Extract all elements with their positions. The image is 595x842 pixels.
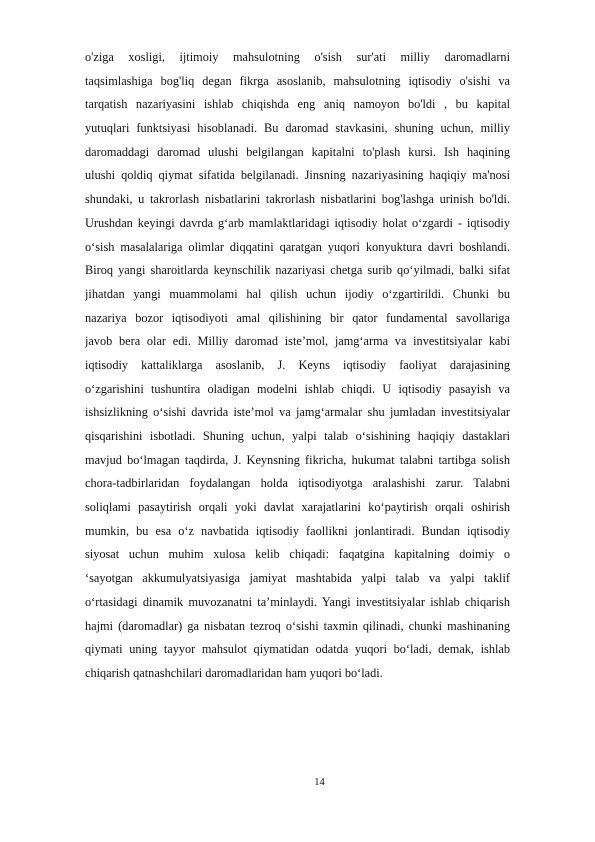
text-line: chora-tadbirlaridan foydalangan holda iqtisodiyotga aralashishi zarur. Talabni bbox=[85, 476, 510, 491]
text-line: soliqlami pasaytirish orqali yoki davlat xarajatlarini ko‘paytirish orqali oshirish bbox=[85, 500, 510, 515]
text-line: iqtisodiy kattaliklarga asoslanib, J. Keyns iqtisodiy faoliyat darajasining bbox=[85, 357, 510, 372]
text-line: Urushdan keyingi davrda g‘arb mamlaktlaridagi iqtisodiy holat o‘zgardi - iqtisodiy bbox=[85, 215, 510, 230]
page-number: 14 bbox=[314, 777, 325, 788]
text-line: hajmi (daromadlar) ga nisbatan tezroq o‘sishi taxmin qilinadi, chunki mashinaning bbox=[85, 618, 510, 633]
text-line: siyosat uchun muhim xulosa kelib chiqadi: faqatgina kapitalning doimiy o bbox=[85, 547, 510, 562]
text-line-last: chiqarish qatnashchilari daromadlaridan ham yuqori bo‘ladi. bbox=[85, 665, 383, 680]
text-line: taqsimlashiga bog'liq degan fikrga asoslanib, mahsulotning iqtisodiy o'sishi va bbox=[85, 73, 510, 88]
text-line: o‘zgarishini tushuntira oladigan modelni ishlab chiqdi. U iqtisodiy pasayish va bbox=[85, 381, 510, 396]
text-line: nazariya bozor iqtisodiyoti amal qilishining bir qator fundamental savollariga bbox=[85, 310, 510, 325]
body-text bbox=[85, 46, 510, 686]
text-line: yutuqlari funktsiyasi hisoblanadi. Bu daromad stavkasini, shuning uchun, milliy bbox=[85, 121, 510, 136]
text-line: o‘rtasidagi dinamik muvozanatni ta’minlaydi. Yangi investitsiyalar ishlab chiqarish bbox=[85, 594, 510, 609]
text-line: ishsizlikning o‘sishi davrida iste’mol va jamg‘armalar shu jumladan investitsiyalar bbox=[85, 405, 510, 420]
text-line: javob bera olar edi. Milliy daromad iste’mol, jamg‘arma va investitsiyalar kabi bbox=[85, 334, 510, 349]
text-line: daromaddagi daromad ulushi belgilangan kapitalni to'plash kursi. Ish haqining bbox=[85, 144, 510, 159]
text-line: mavjud bo‘lmagan taqdirda, J. Keynsning fikricha, hukumat talabni tartibga solish bbox=[85, 452, 510, 467]
text-line: shundaki, u takrorlash nisbatlarini takrorlash nisbatlarini bog'lashga urinish bo'ldi. bbox=[85, 192, 510, 207]
text-line: mumkin, bu esa o‘z navbatida iqtisodiy faollikni jonlantiradi. Bundan iqtisodiy bbox=[85, 523, 510, 538]
text-line: jihatdan yangi muammolami hal qilish uchun ijodiy o‘zgartirildi. Chunki bu bbox=[85, 286, 510, 301]
text-line: o‘sish masalalariga olimlar diqqatini qaratgan yuqori konyuktura davri boshlandi. bbox=[85, 239, 510, 254]
text-line: o'ziga xosligi, ijtimoiy mahsulotning o'sish sur'ati milliy daromadlarni bbox=[85, 50, 510, 64]
text-line: tarqatish nazariyasini ishlab chiqishda eng aniq namoyon bo'ldi , bu kapital bbox=[85, 97, 510, 112]
text-line: Biroq yangi sharoitlarda keynschilik nazariyasi chetga surib qo‘yilmadi, balki sifat bbox=[85, 263, 510, 278]
text-line: ulushi qoldiq qiymat sifatida belgilanadi. Jinsning nazariyasining haqiqiy ma'nosi bbox=[85, 168, 510, 183]
text-line: qisqarishini isbotladi. Shuning uchun, yalpi talab o‘sishining haqiqiy dastaklari bbox=[85, 429, 510, 443]
text-line: ‘sayotgan akkumulyatsiyasiga jamiyat mashtabida yalpi talab va yalpi taklif bbox=[85, 571, 510, 586]
text-line: qiymati uning tayyor mahsulot qiymatidan odatda yuqori bo‘ladi, demak, ishlab bbox=[85, 642, 510, 657]
